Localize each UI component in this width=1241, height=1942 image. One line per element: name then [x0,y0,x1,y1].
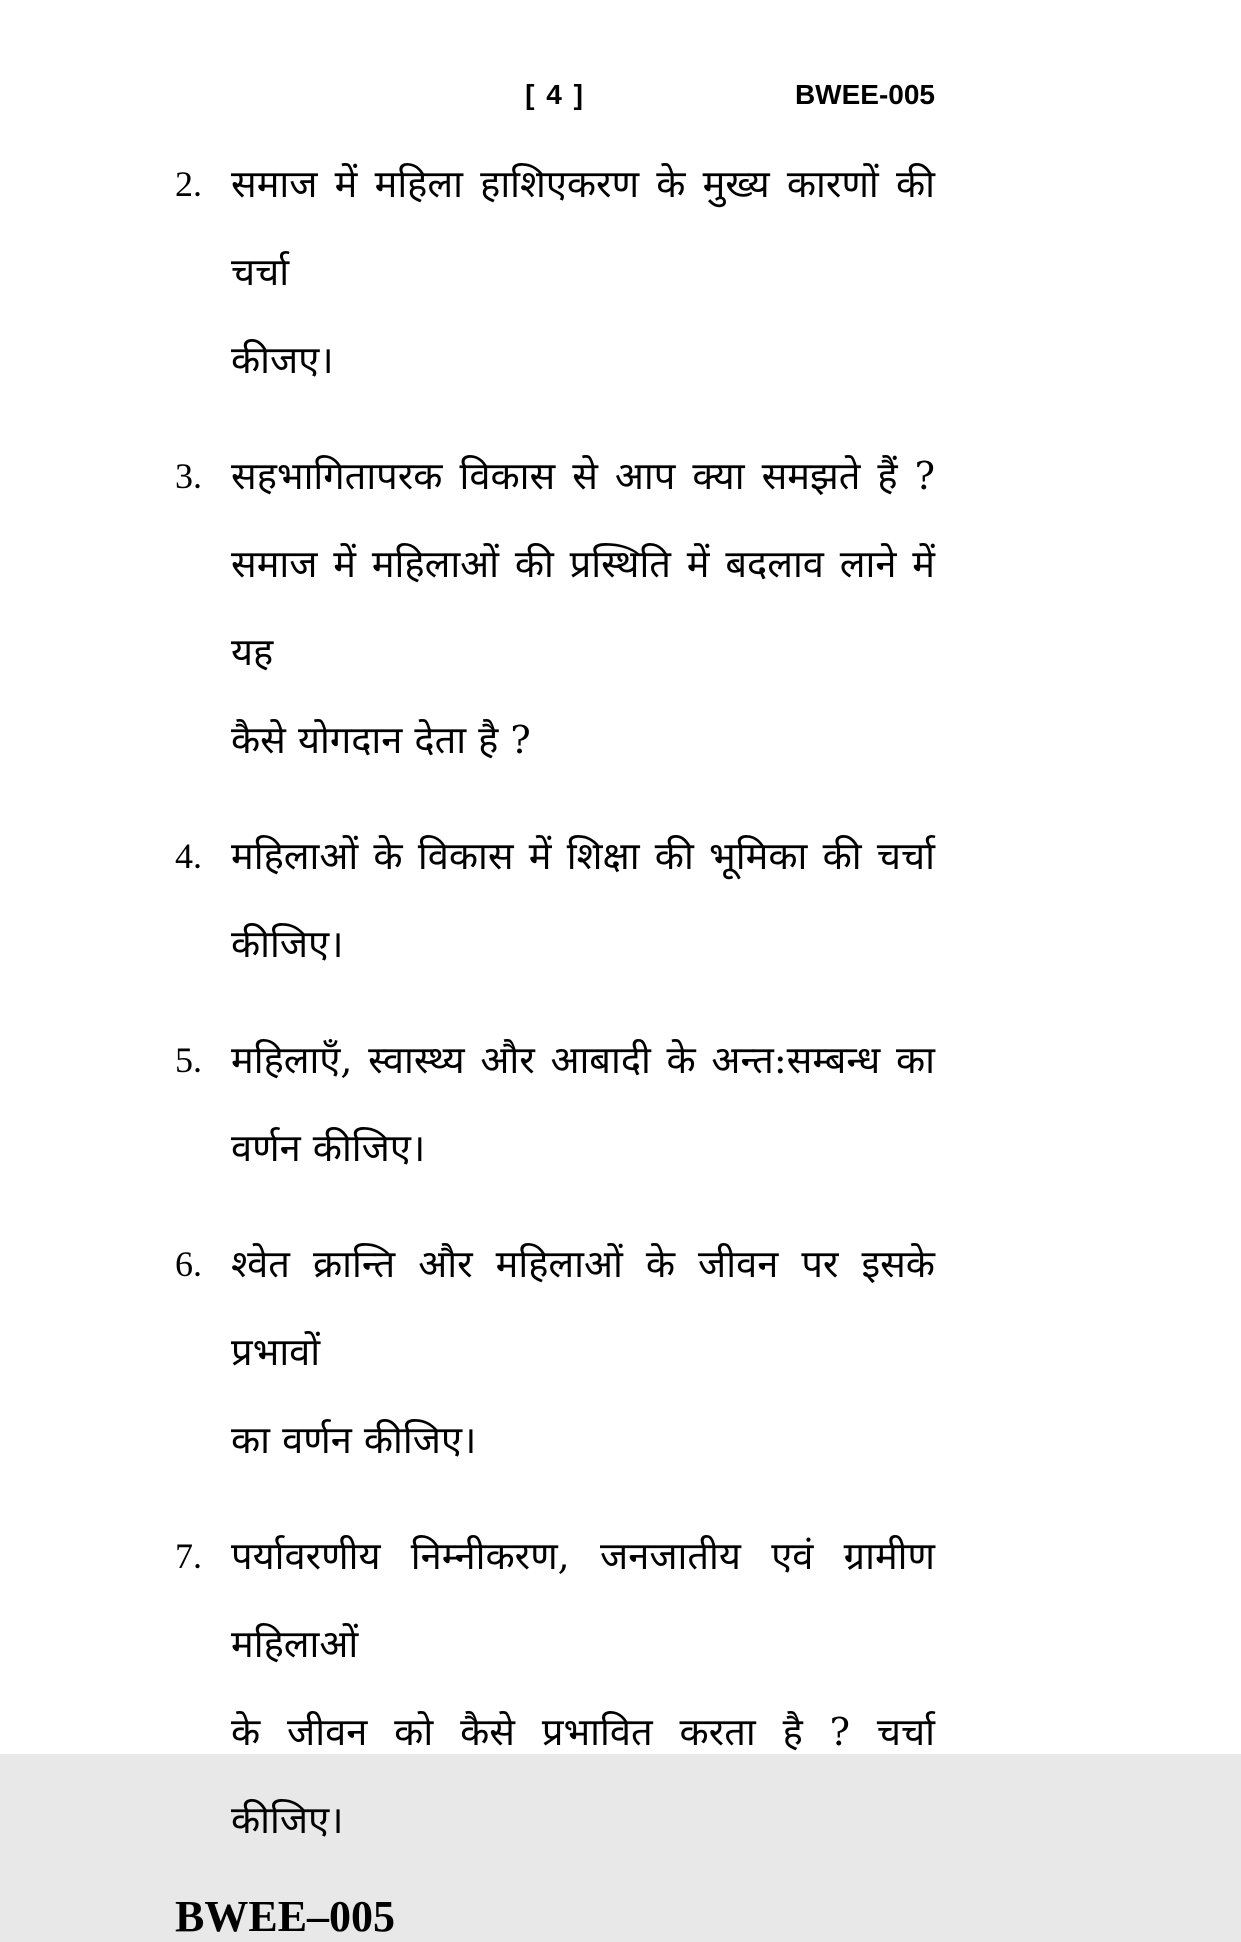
question-5 [175,1016,935,1192]
question-2-line-1: समाज में महिला हाशिएकरण के मुख्य कारणों की चर्चा [231,162,935,294]
page-header [175,75,935,115]
question-2-number: 2. [175,164,202,204]
question-7-number: 7. [175,1536,202,1576]
question-3-line-2: समाज में महिलाओं की प्रस्थिति में बदलाव लाने में यह [231,542,935,674]
question-2 [175,140,935,404]
question-7-line-3: कीजिए। [231,1798,344,1842]
question-list [175,140,935,1864]
page-footer [175,1892,935,1942]
question-3-number: 3. [175,456,202,496]
question-3-line-1: सहभागितापरक विकास से आप क्या समझते हैं ? [231,454,935,498]
question-5-number: 5. [175,1040,202,1080]
question-7-line-2: के जीवन को कैसे प्रभावित करता है ? चर्चा [231,1710,935,1754]
page-number: [ 4 ] [525,79,585,110]
question-4-line-1: महिलाओं के विकास में शिक्षा की भूमिका की चर्चा [231,834,935,878]
question-4-line-2: कीजिए। [231,922,344,966]
question-5-line-1: महिलाएँ, स्वास्थ्य और आबादी के अन्त:सम्बन्ध का [231,1038,935,1082]
question-7 [175,1512,935,1864]
question-6-number: 6. [175,1244,202,1284]
header-paper-code: BWEE-005 [794,79,935,110]
question-7-line-1: पर्यावरणीय निम्नीकरण, जनजातीय एवं ग्रामीण महिलाओं [231,1534,935,1666]
question-4-number: 4. [175,836,202,876]
question-4 [175,812,935,988]
question-6-line-1: श्वेत क्रान्ति और महिलाओं के जीवन पर इसके प्रभावों [231,1242,935,1374]
question-6 [175,1220,935,1484]
question-5-line-2: वर्णन कीजिए। [231,1126,426,1170]
question-2-line-2: कीजए। [231,338,334,382]
question-3-line-3: कैसे योगदान देता है ? [231,718,531,762]
page-content [175,75,935,1942]
question-3 [175,432,935,784]
footer-paper-code: BWEE–005 [175,1892,396,1941]
question-6-line-2: का वर्णन कीजिए। [231,1418,477,1462]
